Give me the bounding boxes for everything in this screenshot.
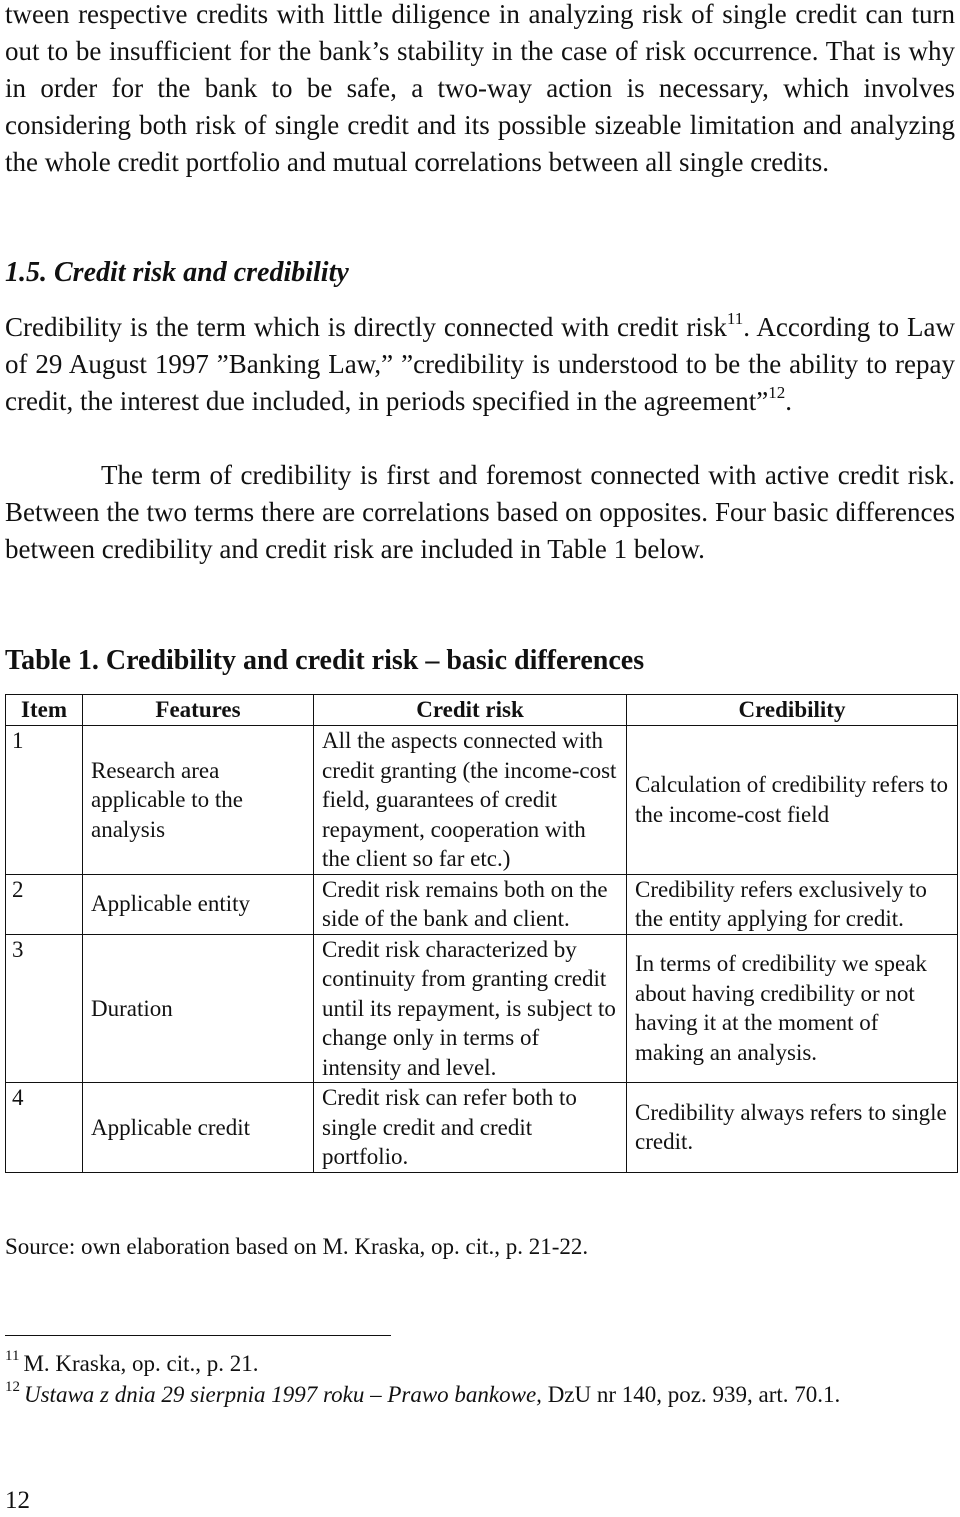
row-feature: Applicable credit <box>83 1083 314 1173</box>
row-credit-risk: Credit risk can refer both to single credit and credit portfolio. <box>314 1083 627 1173</box>
row-credibility: Credibility always refers to single credit. <box>627 1083 958 1173</box>
section-heading: 1.5. Credit risk and credibility <box>5 257 349 288</box>
row-item-number: 3 <box>6 934 83 1083</box>
row-credit-risk: All the aspects connected with credit granting (the income-cost field, guarantees of credit repayment, cooperation with the client so far etc.) <box>314 726 627 875</box>
row-feature: Research area applicable to the analysis <box>83 726 314 875</box>
table-row <box>6 934 958 1083</box>
footnote-11 <box>5 1349 955 1379</box>
header-credit-risk: Credit risk <box>314 695 627 726</box>
row-feature: Duration <box>83 934 314 1083</box>
table-row <box>6 874 958 934</box>
footnote-number: 11 <box>5 1348 20 1365</box>
footnote-divider <box>5 1335 391 1336</box>
row-credibility: Calculation of credibility refers to the income-cost field <box>627 726 958 875</box>
header-item: Item <box>6 695 83 726</box>
page-number: 12 <box>5 1487 30 1514</box>
footnote-text: M. Kraska, op. cit., p. 21. <box>23 1351 259 1376</box>
row-item-number: 4 <box>6 1083 83 1173</box>
row-credit-risk: Credit risk characterized by continuity from granting credit until its repayment, is subject to change only in terms of intensity and level. <box>314 934 627 1083</box>
row-credit-risk: Credit risk remains both on the side of the bank and client. <box>314 874 627 934</box>
body-paragraph-2 <box>5 309 955 420</box>
paragraph-2-text-start: Credibility is the term which is directly connected with credit risk <box>5 312 727 342</box>
paragraph-3-text: The term of credibility is first and foremost connected with active credit risk. Between the two terms there are correlations based on opposites. Four basic differences between credibility and credit risk are included in Table 1 below. <box>5 460 955 564</box>
footnote-number: 12 <box>5 1379 20 1396</box>
row-feature: Applicable entity <box>83 874 314 934</box>
footnote-italic-title: Ustawa z dnia 29 sierpnia 1997 roku – Prawo bankowe, <box>24 1382 542 1407</box>
row-credibility: Credibility refers exclusively to the entity applying for credit. <box>627 874 958 934</box>
table-header-row <box>6 695 958 726</box>
row-credibility: In terms of credibility we speak about having credibility or not having it at the moment of making an analysis. <box>627 934 958 1083</box>
differences-table <box>5 694 958 1173</box>
row-item-number: 2 <box>6 874 83 934</box>
body-paragraph-3 <box>5 457 955 568</box>
paragraph-2-text-middle: . According to Law of 29 August 1997 ”Banking Law,” ”credibility is understood to be the ability to repay credit, the interest due included, in periods specified in the agreement” <box>5 312 955 416</box>
table-row <box>6 726 958 875</box>
footnote-ref-11: 11 <box>726 309 744 328</box>
header-features: Features <box>83 695 314 726</box>
body-paragraph-1: tween respective credits with little diligence in analyzing risk of single credit can turn out to be insufficient for the bank’s stability in the case of risk occurrence. That is why in order for the bank to be safe, a two-way action is necessary, which involves considering both risk of single credit and its possible sizeable limitation and analyzing the whole credit portfolio and mutual correlations between all single credits. <box>5 0 955 177</box>
paragraph-2-text-end: . <box>785 386 792 416</box>
footnote-text: DzU nr 140, poz. 939, art. 70.1. <box>541 1382 841 1407</box>
table-source-note: Source: own elaboration based on M. Kraska, op. cit., p. 21-22. <box>5 1234 589 1259</box>
footnote-ref-12: 12 <box>768 383 786 402</box>
footnote-12 <box>5 1380 955 1410</box>
header-credibility: Credibility <box>627 695 958 726</box>
row-item-number: 1 <box>6 726 83 875</box>
table-row <box>6 1083 958 1173</box>
table-caption: Table 1. Credibility and credit risk – basic differences <box>5 645 645 676</box>
